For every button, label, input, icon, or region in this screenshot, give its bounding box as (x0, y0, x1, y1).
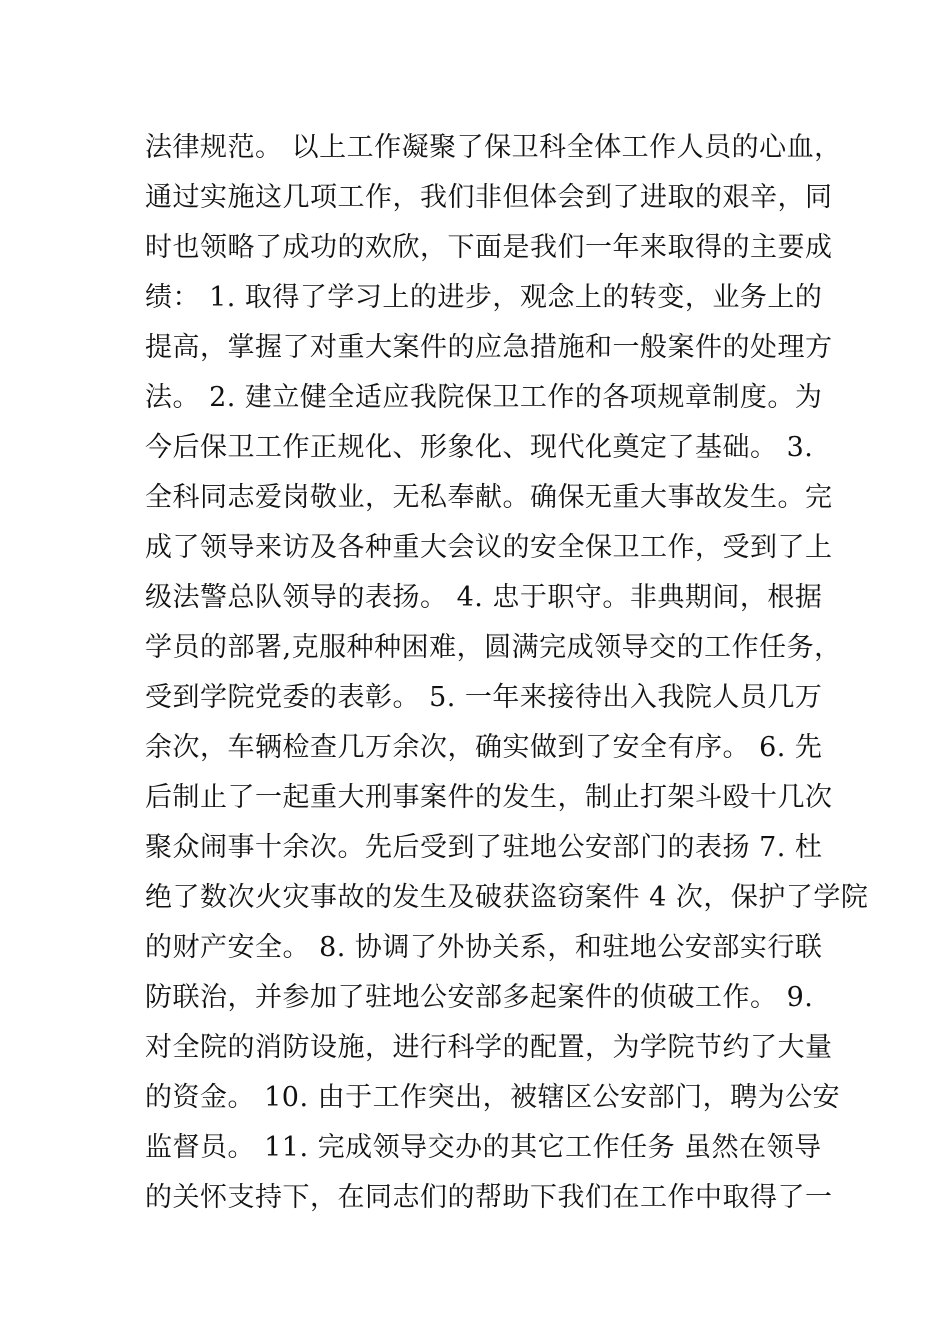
text-line: 绝了数次火灾事故的发生及破获盗窃案件 4 次，保护了学院 (145, 882, 869, 913)
text-line: 法。 2. 建立健全适应我院保卫工作的各项规章制度。为 (145, 382, 823, 413)
text-line: 成了领导来访及各种重大会议的安全保卫工作，受到了上 (145, 532, 833, 563)
text-line: 的财产安全。 8. 协调了外协关系，和驻地公安部实行联 (145, 932, 823, 963)
text-line: 监督员。 11. 完成领导交办的其它工作任务 虽然在领导 (145, 1132, 822, 1163)
text-line: 提高，掌握了对重大案件的应急措施和一般案件的处理方 (145, 332, 833, 363)
text-line: 防联治，并参加了驻地公安部多起案件的侦破工作。 9. (145, 982, 814, 1013)
text-line: 学员的部署,克服种种困难，圆满完成领导交的工作任务， (145, 632, 842, 663)
text-line: 法律规范。 以上工作凝聚了保卫科全体工作人员的心血， (145, 132, 842, 163)
text-line: 的资金。 10. 由于工作突出，被辖区公安部门，聘为公安 (145, 1082, 841, 1113)
text-line: 后制止了一起重大刑事案件的发生，制止打架斗殴十几次 (145, 782, 833, 813)
text-line: 聚众闹事十余次。先后受到了驻地公安部门的表扬 7. 杜 (145, 832, 823, 863)
text-line: 全科同志爱岗敬业，无私奉献。确保无重大事故发生。完 (145, 482, 833, 513)
text-line: 对全院的消防设施，进行科学的配置，为学院节约了大量 (145, 1032, 833, 1063)
text-line: 今后保卫工作正规化、形象化、现代化奠定了基础。 3. (145, 432, 814, 463)
text-line: 时也领略了成功的欢欣，下面是我们一年来取得的主要成 (145, 232, 833, 263)
body-text (145, 128, 869, 1228)
text-line: 受到学院党委的表彰。 5. 一年来接待出入我院人员几万 (145, 682, 823, 713)
text-line: 通过实施这几项工作，我们非但体会到了进取的艰辛，同 (145, 182, 833, 213)
text-line: 绩： 1. 取得了学习上的进步，观念上的转变，业务上的 (145, 282, 823, 313)
text-line: 余次，车辆检查几万余次，确实做到了安全有序。 6. 先 (145, 732, 823, 763)
text-line: 级法警总队领导的表扬。 4. 忠于职守。非典期间，根据 (145, 582, 823, 613)
text-line: 的关怀支持下，在同志们的帮助下我们在工作中取得了一 (145, 1182, 833, 1213)
